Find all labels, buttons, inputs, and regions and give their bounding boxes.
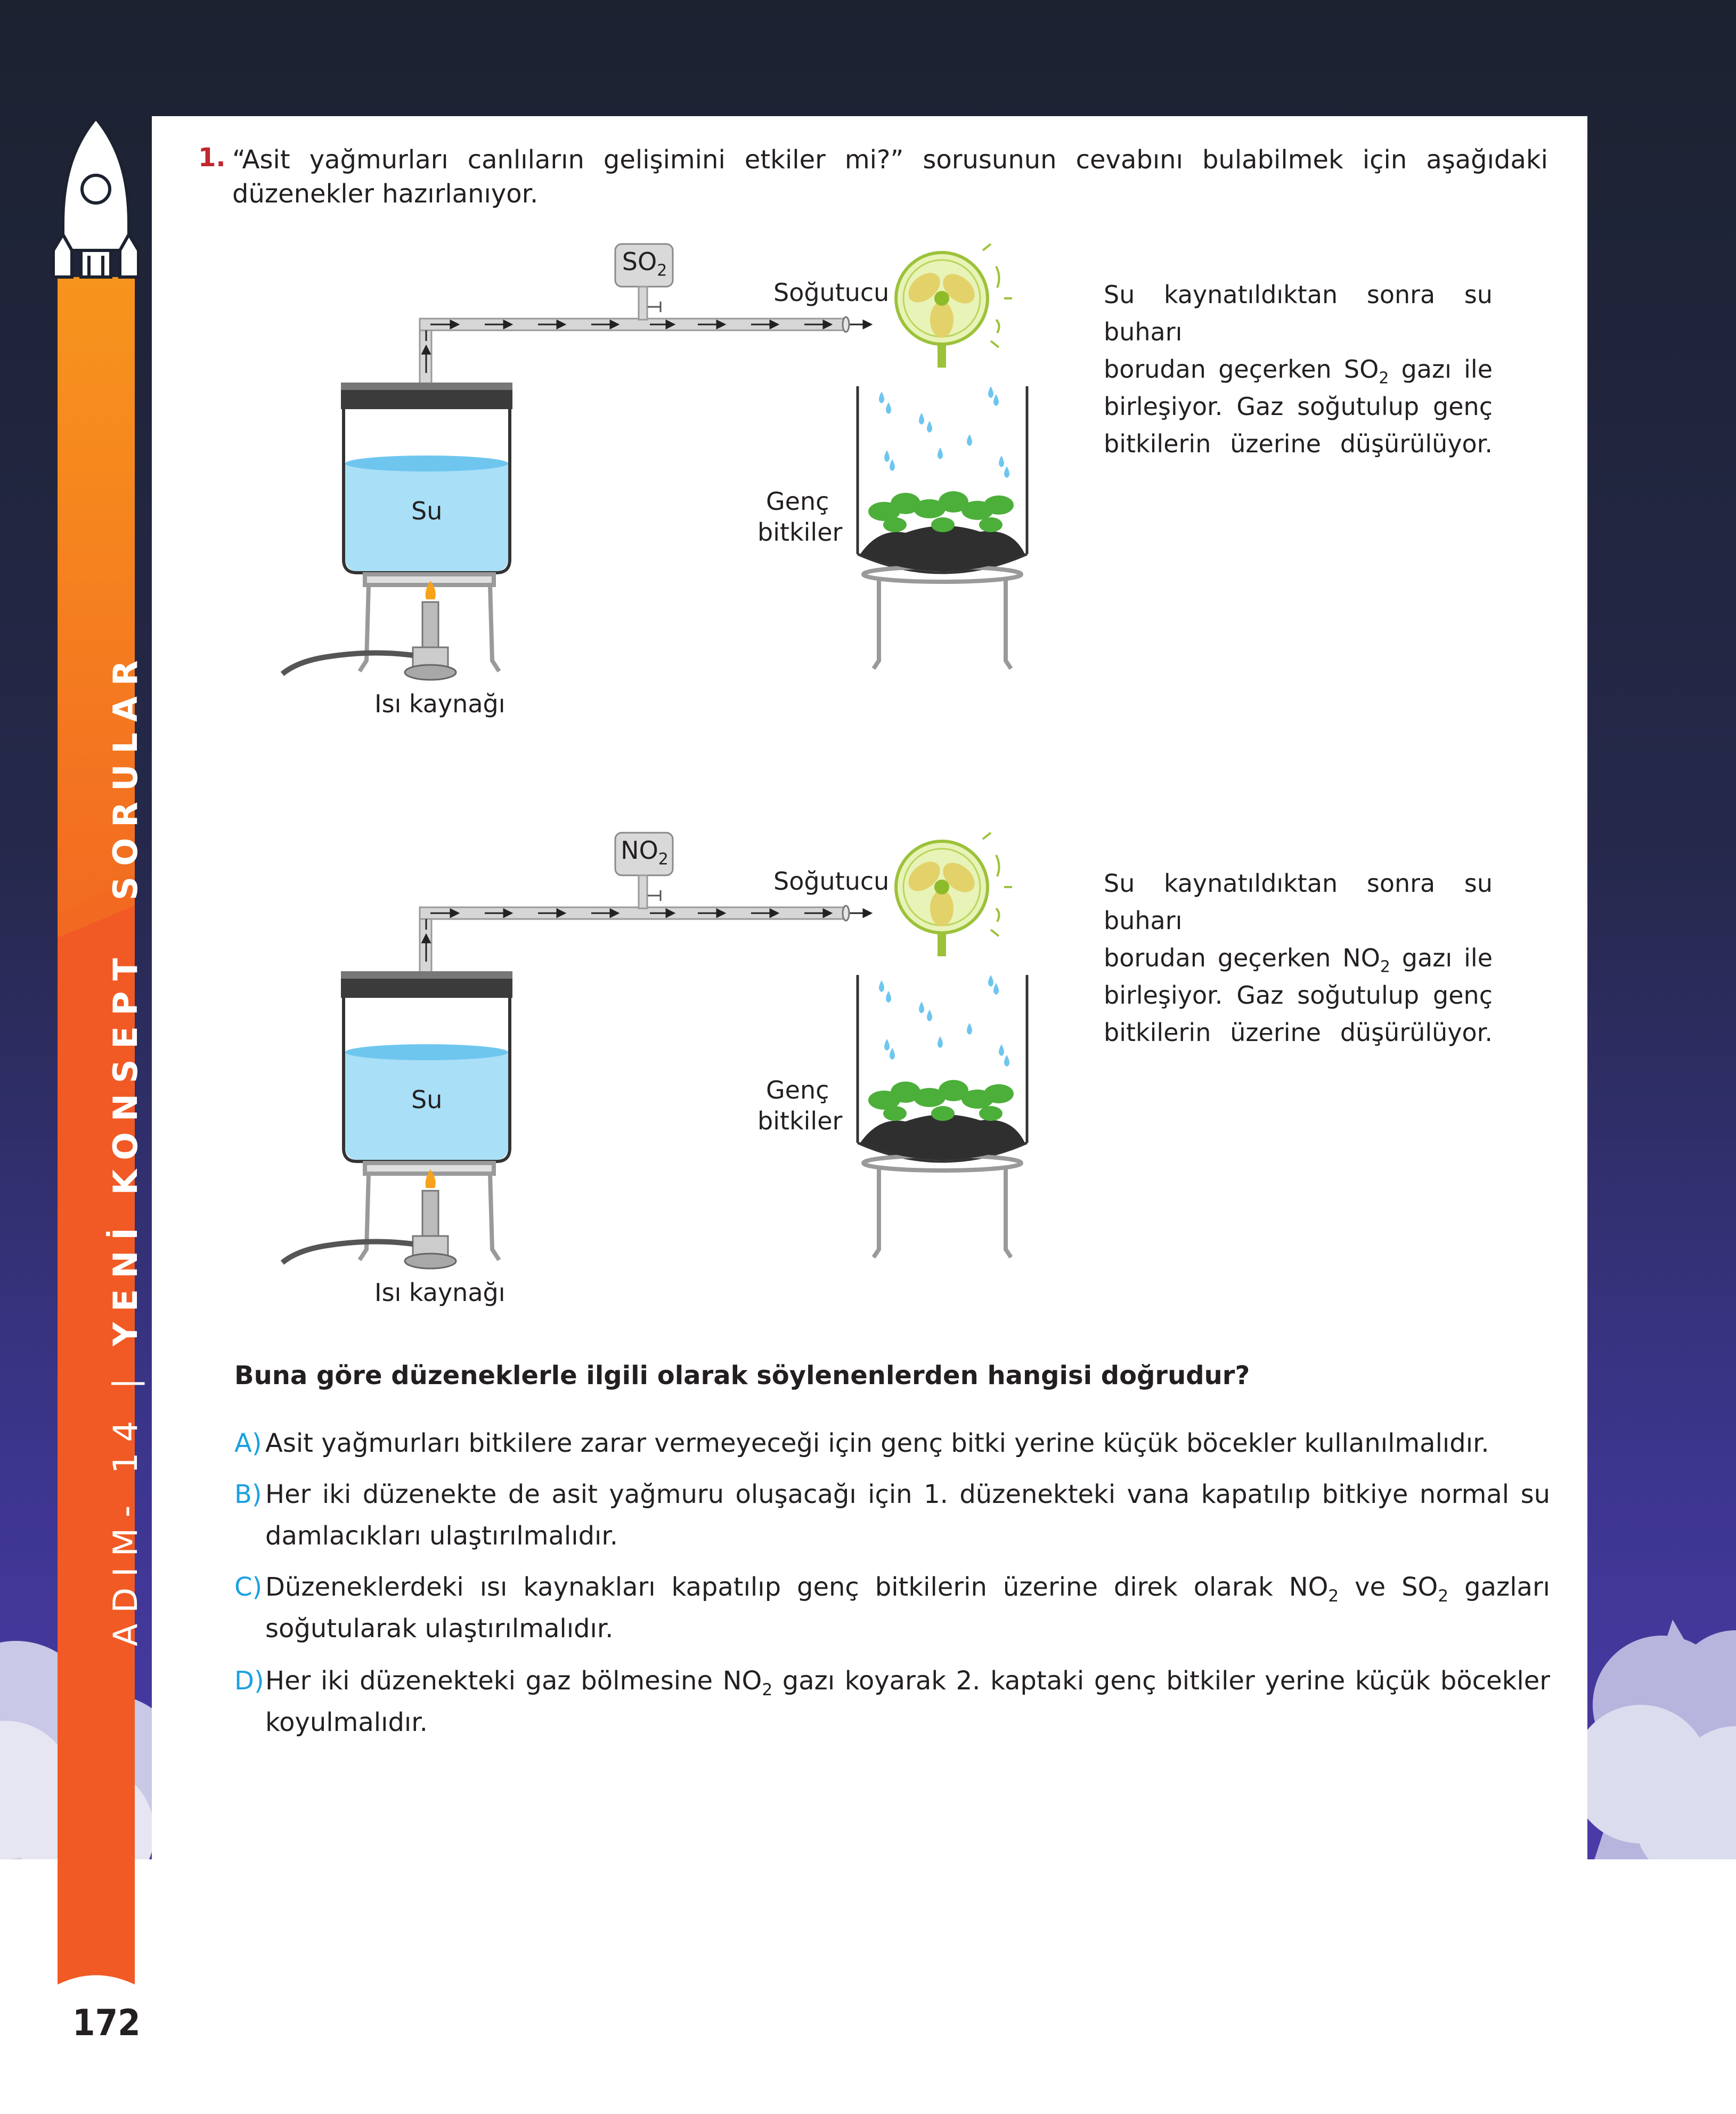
option-c-letter: C) <box>234 1572 263 1602</box>
heat-source-label-1: Isı kaynağı <box>374 689 506 718</box>
sidebar-title <box>106 947 145 1646</box>
question-number: 1. <box>198 143 226 173</box>
step-label: ADIM- 14 <box>106 1410 145 1646</box>
sidebar-separator: | <box>106 1367 145 1389</box>
question-stem: Buna göre düzeneklerle ilgili olarak söylenenlerden hangisi doğrudur? <box>234 1361 1250 1391</box>
water-label-1: Su <box>411 497 443 525</box>
plants-label-2a: Genç <box>766 1076 829 1104</box>
plants-label-1a: Genç <box>766 487 829 516</box>
option-b-letter: B) <box>234 1479 262 1509</box>
option-c[interactable] <box>234 1566 1550 1649</box>
gas-chamber-label-1: $SO_2$ <box>622 247 667 280</box>
water-label-2: Su <box>411 1085 443 1114</box>
option-a-letter: A) <box>234 1428 262 1458</box>
question-intro: “Asit yağmurları canlıların gelişimini etkiler mi?” sorusunun cevabını bulabilmek için aşağıdaki düzenekler hazırlanıyor. <box>232 145 1548 209</box>
heat-source-label-2: Isı kaynağı <box>374 1278 506 1307</box>
option-a[interactable] <box>234 1422 1550 1464</box>
page-number: 172 <box>72 2002 141 2044</box>
option-d[interactable] <box>234 1660 1550 1743</box>
cooler-label-2: Soğutucu <box>773 867 890 896</box>
section-label: SORULAR <box>106 649 145 900</box>
option-b-text: Her iki düzenekte de asit yağmuru oluşacağı için 1. düzenekteki vana kapatılıp bitkiye normal su damlacıkları ulaştırılmalıdır. <box>265 1479 1550 1551</box>
option-a-text: Asit yağmurları bitkilere zarar vermeyeceği için genç bitki yerine küçük böcekler kullanılmalıdır. <box>265 1428 1489 1458</box>
option-c-text: Düzeneklerdeki ısı kaynakları kapatılıp genç bitkilerin üzerine direk olarak $NO_2$ ve $SO_2$ gazları soğutularak ulaştırılmalıdır. <box>265 1572 1551 1644</box>
option-b[interactable] <box>234 1474 1550 1557</box>
cooler-label-1: Soğutucu <box>773 278 890 307</box>
plants-label-1b: bitkiler <box>757 518 843 547</box>
option-d-letter: D) <box>234 1666 264 1696</box>
concept-label: YENİ KONSEPT <box>106 947 145 1346</box>
option-d-text: Her iki düzenekteki gaz bölmesine $NO_2$ gazı koyarak 2. kaptaki genç bitkiler yerine küçük böcekler koyulmalıdır. <box>265 1666 1551 1737</box>
setup-1-description: Su kaynatıldıktan sonra su buharı borudan geçerken $SO_2$ gazı ile birleşiyor. Gaz soğutulup genç bitkilerin üzerine düşürülüyor. <box>1104 280 1493 458</box>
setup-2-description: Su kaynatıldıktan sonra su buharı borudan geçerken $NO_2$ gazı ile birleşiyor. Gaz soğutulup genç bitkilerin üzerine düşürülüyor. <box>1104 869 1493 1047</box>
plants-label-2b: bitkiler <box>757 1107 843 1135</box>
gas-chamber-label-2: $NO_2$ <box>621 836 669 869</box>
